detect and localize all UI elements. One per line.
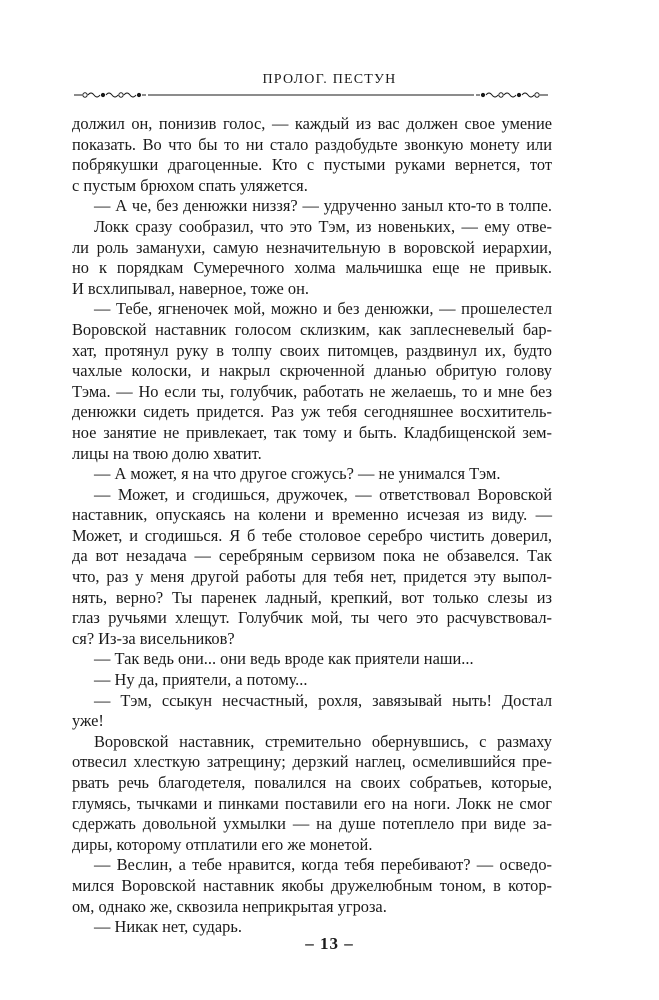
text-line: уже!: [72, 711, 104, 731]
text-line: — Веслин, а тебе нравится, когда тебя перебивают? — осведо-: [94, 855, 552, 875]
text-line: денюжки сидеть придется. Раз уж тебя сегодняшнее восхититель-: [72, 402, 552, 422]
text-line: рвать речь благодетеля, повалился на своих собратьев, которые,: [72, 773, 552, 792]
text-line: — Тэм, ссыкун несчастный, рохля, завязывай ныть! Достал: [94, 690, 552, 710]
text-line: диры, которому отплатили его же монетой.: [72, 834, 373, 854]
text-line: с пустым брюхом спать уляжется.: [72, 175, 308, 195]
text-line: И всхлипывал, наверное, тоже он.: [72, 278, 309, 298]
text-line: Тэма. — Но если ты, голубчик, работать не желаешь, то и мне без: [72, 381, 552, 401]
ornamental-rule: [72, 89, 550, 101]
text-line: сдержать довольной ухмылки — на душе потеплело при виде за-: [72, 814, 552, 834]
text-line: чахлые колоски, и накрыл скрюченной дланью обритую голову: [72, 361, 552, 381]
body-text: [72, 114, 552, 938]
text-line: отвесил хлесткую затрещину; дерзкий наглец, осмелившийся пре-: [72, 752, 552, 772]
running-header: ПРОЛОГ. ПЕСТУН: [262, 72, 397, 87]
text-line: лицы на твою долю хватит.: [72, 443, 262, 463]
text-line: — А че, без денюжки низзя? — удрученно заныл кто-то в толпе.: [94, 196, 552, 216]
ornament-left-flourish: [74, 93, 146, 97]
text-line: что, раз у меня другой работы для тебя нет, придется эту выпол-: [72, 567, 552, 587]
text-line: — Никак нет, сударь.: [94, 917, 242, 937]
text-line: глаз ручьями хлещут. Голубчик мой, ты чего это расчувствовал-: [72, 608, 552, 628]
text-line: нять, верно? Ты паренек ладный, крепкий, вот только слезы из: [72, 587, 552, 607]
text-line: показать. Во что бы то ни стало раздобудьте звонкую монету или: [72, 134, 552, 154]
text-line: Может, и сгодишься. Я б тебе столовое серебро чистить доверил,: [72, 525, 552, 545]
text-line: да вот незадача — серебряным сервизом пока не обзавелся. Так: [72, 546, 552, 566]
text-line: Воровской наставник голосом склизким, как заплесневелый бар-: [72, 319, 552, 339]
text-line: наставник, опускаясь на колени и временно исчезая из виду. —: [72, 505, 552, 525]
ornament-right-flourish: [476, 93, 548, 97]
text-line: Воровской наставник, стремительно обернувшись, с размаху: [94, 731, 552, 751]
text-line: должил он, понизив голос, — каждый из вас должен свое умение: [72, 114, 552, 133]
text-line: хат, протянул руку в толпу своих питомцев, раздвинул их, будто: [72, 340, 552, 360]
text-line: ное занятие не привлекает, так тому и быть. Кладбищенской зем-: [72, 422, 552, 442]
text-line: побрякушки драгоценные. Кто с пустыми руками вернется, тот: [72, 155, 552, 175]
text-line: — Ну да, приятели, а потому...: [94, 670, 308, 690]
text-line: ся? Из-за висельников?: [72, 628, 235, 648]
text-line: ом, однако же, сквозила неприкрытая угроза.: [72, 896, 387, 916]
text-line: мился Воровской наставник якобы дружелюбным тоном, в котор-: [72, 875, 552, 895]
text-line: Локк сразу сообразил, что это Тэм, из новеньких, — ему отве-: [94, 216, 552, 236]
text-line: но к порядкам Сумеречного холма мальчишка еще не привык.: [72, 258, 552, 278]
text-line: — Может, и сгодишься, дружочек, — ответствовал Воровской: [94, 484, 552, 504]
text-line: — Так ведь они... они ведь вроде как приятели наши...: [94, 649, 474, 669]
text-line: — Тебе, ягненочек мой, можно и без денюжки, — прошелестел: [94, 299, 552, 319]
text-line: — А может, я на что другое сгожусь? — не унимался Тэм.: [94, 464, 501, 484]
page-number: – 13 –: [305, 934, 354, 953]
text-line: ли роль заманухи, самую незначительную в воровской иерархии,: [72, 237, 552, 257]
text-line: глумясь, тычками и пинками поставили его на ноги. Локк не смог: [72, 793, 552, 813]
